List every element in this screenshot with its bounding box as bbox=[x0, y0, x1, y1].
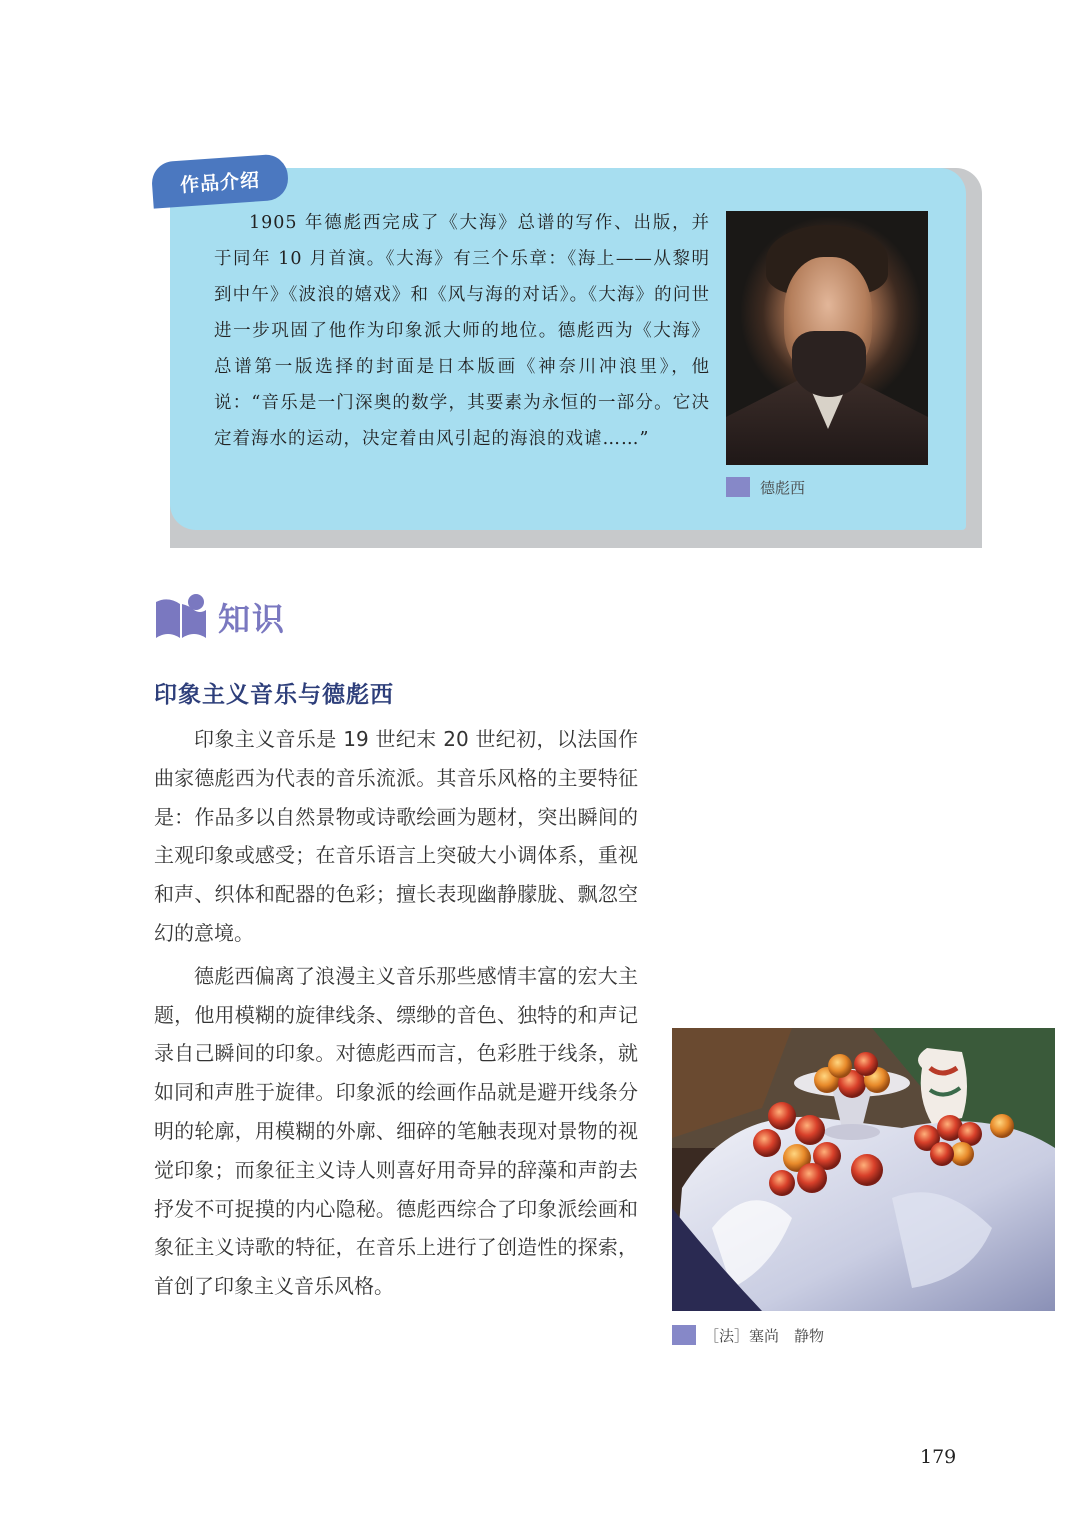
intro-tag: 作品介绍 bbox=[151, 153, 290, 208]
paragraph-1: 印象主义音乐是 19 世纪末 20 世纪初，以法国作曲家德彪西为代表的音乐流派。其音乐风格的主要特征是：作品多以自然景物或诗歌绘画为题材，突出瞬间的主观印象或感受；在音乐语言上突破大小调体系，重视和声、织体和配器的色彩；擅长表现幽静朦胧、飘忽空幻的意境。 bbox=[154, 727, 638, 945]
portrait-caption: 德彪西 bbox=[760, 479, 806, 497]
caption-marker-icon bbox=[672, 1325, 696, 1345]
body-text bbox=[154, 720, 638, 1306]
cezanne-still-life-painting bbox=[672, 1028, 1055, 1311]
caption-marker-icon bbox=[726, 477, 750, 497]
paragraph-2: 德彪西偏离了浪漫主义音乐那些感情丰富的宏大主题，他用模糊的旋律线条、缥缈的音色、独特的和声记录自己瞬间的印象。对德彪西而言，色彩胜于线条，就如同和声胜于旋律。印象派的绘画作品就是避开线条分明的轮廓，用模糊的外廓、细碎的笔触表现对景物的视觉印象；而象征主义诗人则喜好用奇异的辞藻和声韵去抒发不可捉摸的内心隐秘。德彪西综合了印象派绘画和象征主义诗歌的特征，在音乐上进行了创造性的探索，首创了印象主义音乐风格。 bbox=[154, 963, 638, 1299]
page-number: 179 bbox=[920, 1446, 957, 1468]
knowledge-heading: 知识 bbox=[218, 600, 287, 638]
section-title: 印象主义音乐与德彪西 bbox=[154, 681, 394, 708]
book-icon bbox=[152, 592, 210, 642]
intro-text: 1905 年德彪西完成了《大海》总谱的写作、出版，并于同年 10 月首演。《大海》有三个乐章：《海上——从黎明到中午》《波浪的嬉戏》和《风与海的对话》。《大海》的问世进一步巩固了他作为印象派大师的地位。德彪西为《大海》总谱第一版选择的封面是日本版画《神奈川冲浪里》，他说：“音乐是一门深奥的数学，其要素为永恒的一部分。它决定着海水的运动，决定着由风引起的海浪的戏谑……” bbox=[214, 213, 710, 449]
painting-caption: ［法］塞尚 静物 bbox=[704, 1327, 825, 1345]
debussy-portrait bbox=[726, 211, 928, 465]
portrait-beard bbox=[792, 331, 866, 397]
